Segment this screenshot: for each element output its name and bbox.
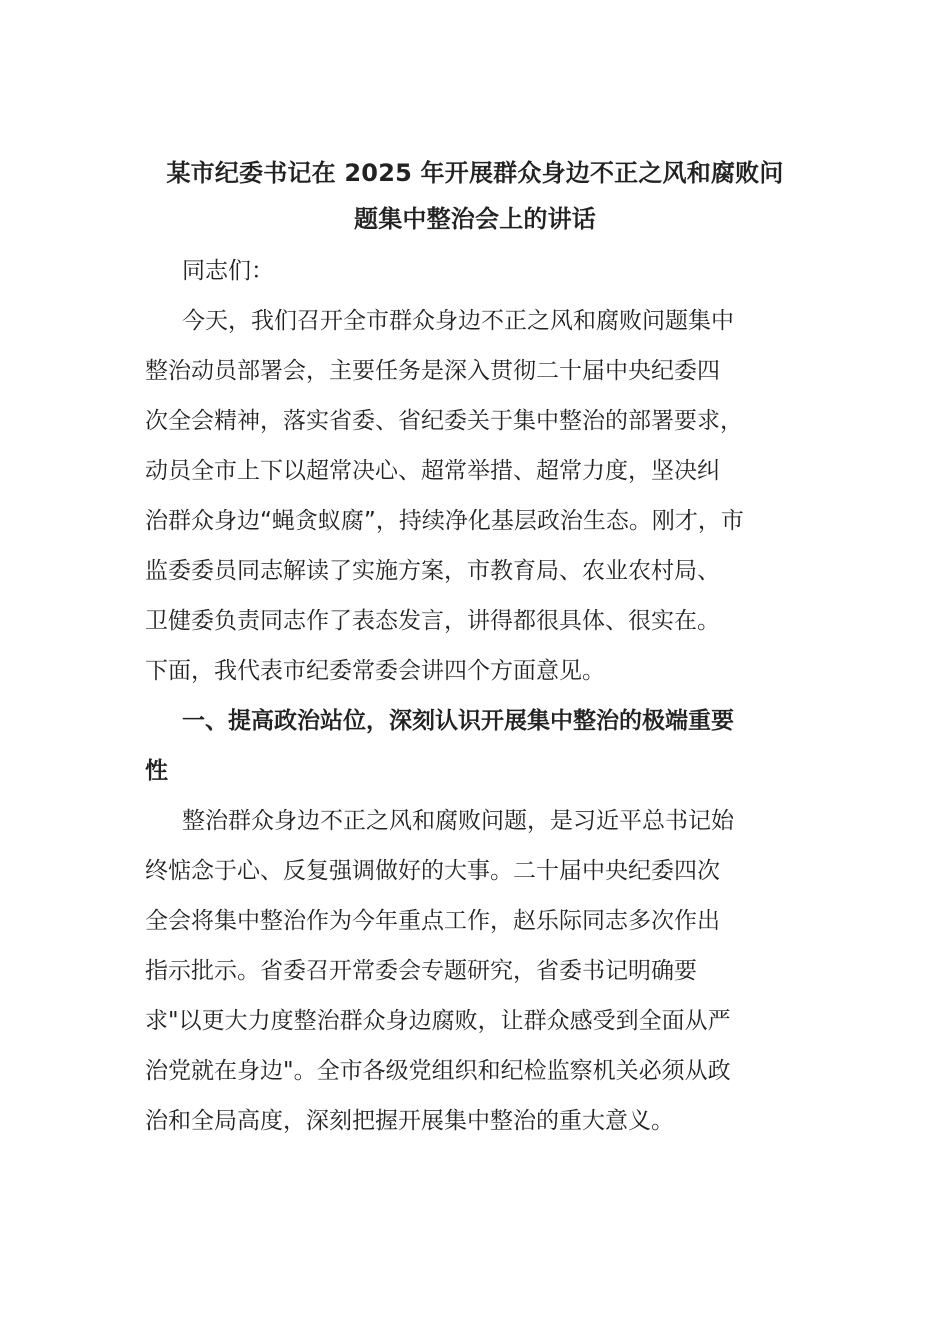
paragraph-section-1 [145, 796, 805, 1146]
title-line: 题集中整治会上的讲话 [354, 205, 596, 233]
heading-line: 一、提高政治站位，深刻认识开展集中整治的极端重要 [182, 708, 734, 734]
paragraph-line: 次全会精神，落实省委、省纪委关于集中整治的部署要求， [145, 408, 743, 434]
salutation [145, 246, 805, 296]
paragraph-intro [145, 296, 805, 696]
paragraph-line: 卫健委负责同志作了表态发言，讲得都很具体、很实在。 [145, 608, 720, 634]
document-page [145, 150, 805, 1146]
paragraph-line: 整治动员部署会，主要任务是深入贯彻二十届中央纪委四 [145, 358, 720, 384]
salutation-text: 同志们： [182, 258, 274, 284]
heading-line: 性 [145, 758, 168, 784]
section-heading-1 [145, 696, 805, 796]
title-line: 某市纪委书记在 2025 年开展群众身边不正之风和腐败问 [166, 159, 784, 187]
paragraph-line: 全会将集中整治作为今年重点工作，赵乐际同志多次作出 [145, 908, 720, 934]
paragraph-line: 下面，我代表市纪委常委会讲四个方面意见。 [145, 658, 605, 684]
paragraph-line: 指示批示。省委召开常委会专题研究，省委书记明确要 [145, 958, 697, 984]
paragraph-line: 治群众身边“蝇贪蚁腐”，持续净化基层政治生态。刚才，市 [145, 508, 744, 534]
paragraph-line: 监委委员同志解读了实施方案，市教育局、农业农村局、 [145, 558, 720, 584]
paragraph-line: 治党就在身边"。全市各级党组织和纪检监察机关必须从政 [145, 1058, 731, 1084]
paragraph-line: 今天，我们召开全市群众身边不正之风和腐败问题集中 [182, 308, 734, 334]
paragraph-line: 治和全局高度，深刻把握开展集中整治的重大意义。 [145, 1108, 674, 1134]
paragraph-line: 整治群众身边不正之风和腐败问题，是习近平总书记始 [182, 808, 734, 834]
paragraph-line: 终惦念于心、反复强调做好的大事。二十届中央纪委四次 [145, 858, 720, 884]
document-title [137, 150, 813, 242]
document-body [145, 246, 805, 1146]
paragraph-line: 求"以更大力度整治群众身边腐败，让群众感受到全面从严 [145, 1008, 731, 1034]
paragraph-line: 动员全市上下以超常决心、超常举措、超常力度，坚决纠 [145, 458, 720, 484]
